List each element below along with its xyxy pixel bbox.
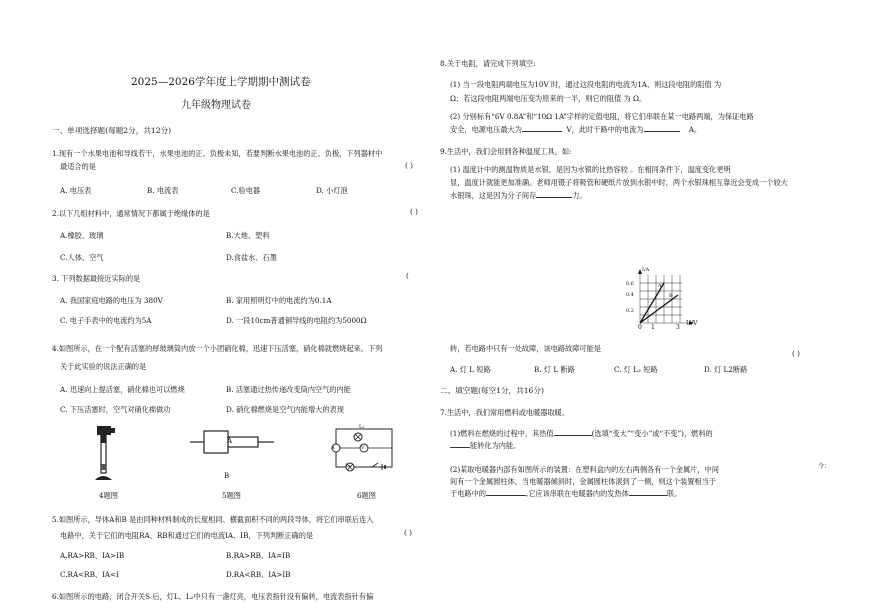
- q4-option-c: C. 下压活塞时，空气对硝化棉做功: [60, 405, 171, 414]
- q1-line2: 最适合的是: [60, 162, 96, 171]
- q9-blank-force[interactable]: [536, 197, 572, 198]
- iu-graph-x-label: U/V: [686, 320, 698, 327]
- figure-5-conductors: [190, 428, 274, 468]
- q7-part2c: [450, 489, 681, 498]
- q7-part1c-text: 能转化为内能。: [470, 441, 521, 450]
- q5-line1: 5.如图所示，导体A和B 是由同种材料制成的长度相同、横截面积不同的两段导体，将它们串联后连入: [52, 515, 374, 524]
- q6-line2: 转，若电路中只有一处故障，该电路故障可能是: [450, 344, 601, 353]
- iu-graph-ytick-3: 0.2: [626, 308, 634, 314]
- iu-graph-ytick-2: 0.4: [626, 292, 634, 298]
- q8-blank-current[interactable]: [644, 131, 680, 132]
- q5-paren: ( ): [404, 528, 412, 537]
- q6-option-b: B. 灯 L 断路: [534, 365, 575, 374]
- iu-graph-xtick-1: 1: [651, 324, 655, 331]
- section1-heading: 一、单项选择题(每题2分，共12分): [52, 126, 172, 135]
- q1-option-b: B. 电流表: [147, 186, 179, 195]
- q6-option-d: D. 灯 L2断路: [704, 365, 748, 374]
- q2-option-d: D.食盐水、石墨: [226, 253, 277, 262]
- q3-option-c: C. 电子手表中的电流约为5A: [60, 316, 152, 325]
- q8-part2b-text: 安全，电源电压最大为: [450, 125, 522, 134]
- q8-part2d-text: A。: [688, 125, 702, 134]
- figure-6-label-l2: L₂: [345, 463, 351, 469]
- q2-stem: 2.以下几组材料中，通常情况下都属于绝缘体的是: [52, 209, 210, 218]
- q7-part2c-text: 于电路中的: [450, 489, 486, 498]
- q7-blank-energy[interactable]: [450, 447, 470, 448]
- iu-graph-xtick-3: 3: [676, 324, 680, 331]
- q8-part2b: [450, 125, 701, 134]
- iu-graph-ytick-1: 0.6: [626, 281, 634, 287]
- q8-part2: (2) 分别标有“6V 0.8A”和“10Ω 1A”字样的定值电阻，将它们串联在某一电路两端，为保证电路: [450, 112, 754, 121]
- q7-part1: [450, 429, 713, 438]
- q9-part1b: 显，温度计就能更加准确。老师用镊子将吸管和硬纸片放到水银中时，两个水银珠相互靠近会变成一个较大: [450, 178, 788, 187]
- q5-line2: 电路中，关于它们的电阻RA、RB和通过它们的电流IA、IB，下列判断正确的是: [60, 531, 314, 540]
- iu-graph-y-label: I/A: [642, 267, 650, 273]
- figure-5-label-b: B: [224, 472, 230, 480]
- q9-stem: 9.生活中，我们会用到各种温度工具。如:: [440, 147, 572, 156]
- q7-blank-connection[interactable]: [629, 495, 667, 496]
- q5-option-a: A.RA>RB、IA>IB: [60, 551, 125, 560]
- section2-heading: 二、填空题(每空1分，共16分): [440, 386, 544, 395]
- q9-part1c: [450, 191, 587, 200]
- figure-6-caption: 6题图: [357, 491, 376, 500]
- figure-5-caption: 5题图: [222, 491, 241, 500]
- q3-option-b: B. 家用照明灯中的电流约为0.1A: [226, 296, 332, 305]
- q3-stem: 3. 下列数据最接近实际的是: [52, 274, 141, 283]
- q7-stem: 7.生活中，我们常用燃料或电暖器取暖。: [440, 408, 570, 417]
- q3-option-a: A. 我国家庭电路的电压为 380V: [60, 296, 163, 305]
- q6-paren: ( ): [792, 349, 800, 358]
- q7-part1b-text: (选填“变大”“变小”或“不变”)，燃料的: [591, 429, 713, 438]
- q9-part1c-text: 水银珠，这是因为分子间存: [450, 191, 537, 200]
- q7-part2e-text: 联。: [666, 489, 682, 498]
- q7-blank-component[interactable]: [486, 495, 526, 496]
- q2-paren: ( ): [410, 207, 418, 216]
- figure-6-label-l1: L₁: [359, 424, 365, 430]
- figure-6-label-v: V: [361, 445, 365, 451]
- q8-part1b: Ω；若这段电阻两端电压变为原来的一半，则它的阻值 为 Ω。: [450, 94, 647, 103]
- q5-option-b: B.RA>RB、IA=IB: [226, 551, 291, 560]
- figure-4-caption: 4题图: [99, 491, 118, 500]
- q2-option-b: B.大地、塑料: [226, 231, 270, 240]
- q8-part2c-text: V，此时干路中的电流为: [566, 125, 644, 134]
- figure-6-label-ammeter: A: [331, 445, 335, 451]
- q7-part2: (2)某取电暖器内部有如图所示的装置：在塑料盒内的左右两侧各有一个金属片，中间: [450, 465, 719, 474]
- q7-part2b: 间有一个金属圆柱体，当电暖器倾斜时，金属圆柱体滚到了一侧，则这个装置相当于: [450, 477, 716, 486]
- q8-blank-voltage[interactable]: [522, 131, 562, 132]
- exam-title: 2025—2026学年度上学期期中测试卷: [131, 76, 311, 88]
- q4-line1: 4.如图所示，在一个配有活塞的厚玻璃筒内放一个小团硝化棉，迅速下压活塞，硝化棉就燃烧起来。下列: [52, 344, 383, 353]
- q1-option-c: C.验电器: [231, 186, 261, 195]
- exam-subtitle: 九年级物理试卷: [181, 100, 251, 111]
- q8-stem: 8.关于电阻，请完成下列填空:: [440, 59, 536, 68]
- iu-graph-label-b: B: [669, 293, 673, 299]
- q9-part1d-text: 力。: [572, 191, 587, 200]
- q4-line2: 关于此实验的说法正确的是: [60, 362, 147, 371]
- q7-part1c: [450, 441, 520, 450]
- q8-part1: (1) 当一段电阻两端电压为10V 时，通过这段电阻的电流为1A，则这段电阻的阻值 为: [450, 80, 722, 89]
- q3-option-d: D. 一段10cm普通铜导线的电阻约为5000Ω: [226, 316, 367, 325]
- q7-part1-text: (1)燃料在燃烧的过程中，其热值: [450, 429, 554, 438]
- q4-option-d: D. 硝化棉燃烧是空气内能增大的表现: [226, 405, 344, 414]
- q2-option-c: C.人体、空气: [60, 253, 104, 262]
- iu-graph-label-a: A: [658, 283, 662, 289]
- q6-option-a: A. 灯 L 短路: [450, 365, 491, 374]
- q1-option-d: D. 小灯泡: [316, 186, 348, 195]
- q7-blank-heat-value[interactable]: [554, 435, 592, 436]
- q6-option-c: C. 灯 L₂ 短路: [614, 365, 658, 374]
- q4-option-a: A. 迅速向上提活塞，硝化棉也可以燃烧: [60, 385, 185, 394]
- q5-option-d: D.RA<RB、IA>IB: [226, 570, 291, 579]
- q9-part1: (1) 温度计中的测温物质是水银，是因为水银的比热容较 。在相同条件下，温度变化更明: [450, 165, 731, 174]
- iu-graph-xtick-0: 0: [638, 324, 642, 331]
- q6-line1: 6.如图所示的电路，闭合开关S 后，灯L、L₂中只有一盏灯亮，电压表指针没有偏转，电流表指针有偏: [52, 592, 374, 601]
- q7-part2d-text: ,它应该串联在电暖器内的发热体: [525, 489, 629, 498]
- margin-mark: 令：: [818, 463, 831, 470]
- q3-paren: (: [406, 271, 409, 280]
- figure-4-piston-cylinder: [92, 424, 122, 482]
- q1-option-a: A. 电压表: [60, 186, 92, 195]
- q4-option-b: B. 活塞通过热传递改变筒内空气的内能: [226, 385, 351, 394]
- q1-line1: 1.现有一个水果电池和导线若干，水果电池的正、负极未知，若要判断水果电池的正、负极，下列器材中: [52, 149, 383, 158]
- q2-option-a: A.橡胶、玻璃: [60, 231, 104, 240]
- figure-5-label-a: A: [227, 437, 233, 445]
- q5-option-c: C.RA<RB、IA<I: [60, 570, 119, 579]
- q1-paren: ( ): [405, 161, 413, 170]
